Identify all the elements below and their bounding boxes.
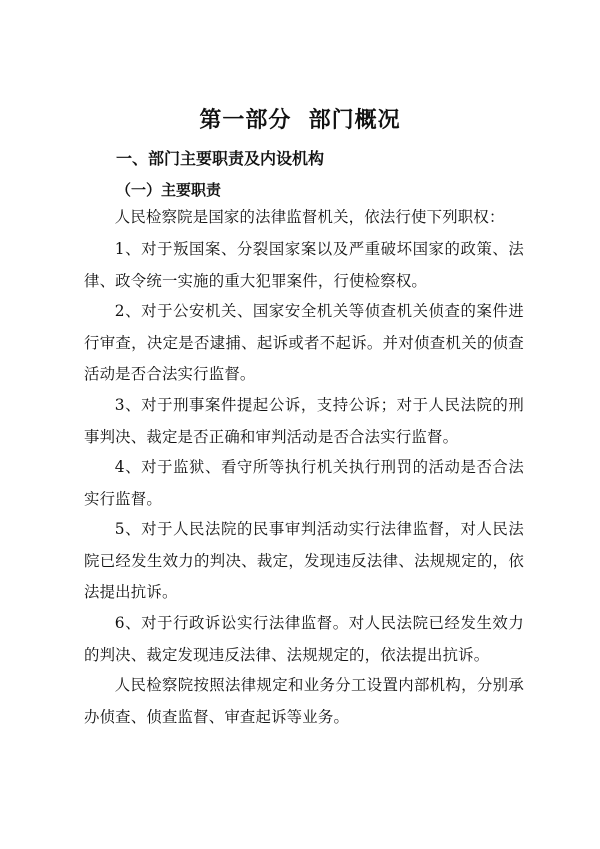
paragraph-item-3: 3、对于刑事案件提起公诉，支持公诉；对于人民法院的刑事判决、裁定是否正确和审判活动是否合法实行监督。 [84, 396, 524, 446]
paragraph-item-4: 4、对于监狱、看守所等执行机关执行刑罚的活动是否合法实行监督。 [84, 458, 524, 508]
paragraph-closing: 人民检察院按照法律规定和业务分工设置内部机构，分别承办侦查、侦查监督、审查起诉等业务。 [84, 676, 524, 726]
paragraph-item-2: 2、对于公安机关、国家安全机关等侦查机关侦查的案件进行审查，决定是否逮捕、起诉或者不起诉。并对侦查机关的侦查活动是否合法实行监督。 [84, 302, 524, 383]
paragraph-item-1: 1、对于叛国案、分裂国家案以及严重破坏国家的政策、法律、政令统一实施的重大犯罪案件，行使检察权。 [84, 240, 524, 290]
section-heading: 一、部门主要职责及内设机构 [116, 149, 325, 168]
paragraph-item-5: 5、对于人民法院的民事审判活动实行法律监督，对人民法院已经发生效力的判决、裁定，发现违反法律、法规规定的，依法提出抗诉。 [84, 520, 524, 601]
subsection-heading: （一）主要职责 [116, 181, 222, 199]
page-title: 第一部分 部门概况 [199, 108, 401, 133]
paragraph-item-6: 6、对于行政诉讼实行法律监督。对人民法院已经发生效力的判决、裁定发现违反法律、法规规定的，依法提出抗诉。 [84, 614, 524, 664]
paragraph-intro: 人民检察院是国家的法律监督机关，依法行使下列职权： [114, 208, 505, 226]
